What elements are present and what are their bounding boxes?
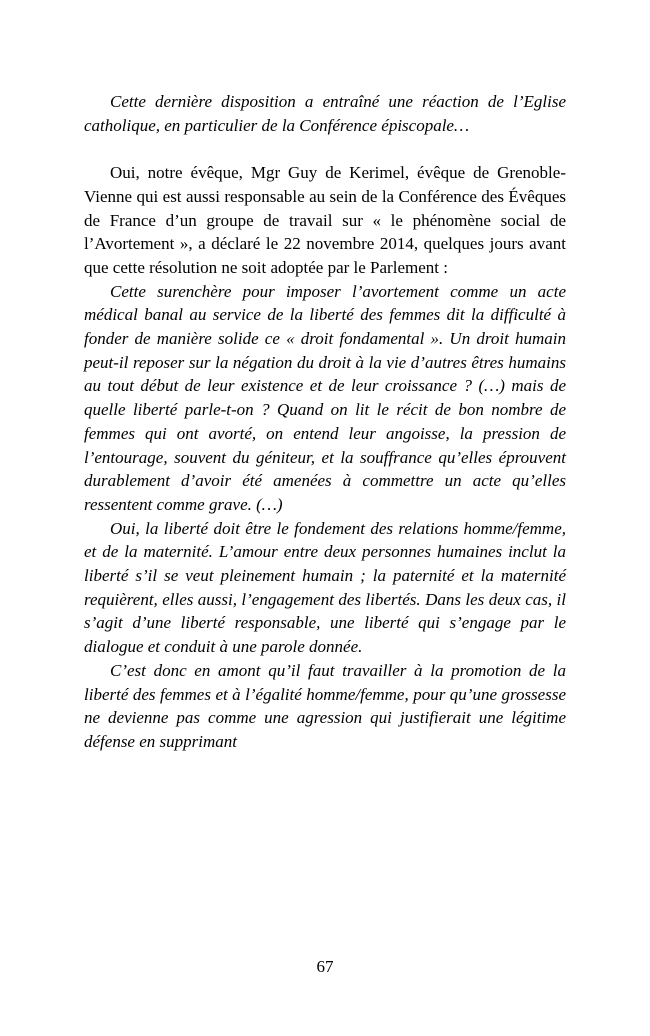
page-text — [84, 90, 566, 754]
paragraph-answer: Oui, notre évêque, Mgr Guy de Kerimel, évêque de Grenoble-Vienne qui est aussi responsable au sein de la Conférence des Évêques de France d’un groupe de travail sur « le phénomène social de l’Avortement », a déclaré le 22 novembre 2014, quelques jours avant que cette résolution ne soit adoptée par le Parlement : — [84, 163, 566, 277]
paragraph-quote-2: Oui, la liberté doit être le fondement des relations homme/femme, et de la maternité. L’amour entre deux personnes humaines inclut la liberté s’il se veut pleinement humain ; la paternité et la maternité requièrent, elles aussi, l’engagement des libertés. Dans les deux cas, il s’agit d’une liberté responsable, une liberté qui s’engage par le dialogue et conduit à une parole donnée. — [84, 518, 566, 657]
paragraph-intro-question: Cette dernière disposition a entraîné une réaction de l’Eglise catholique, en particulier de la Conférence épiscopale… — [84, 92, 566, 135]
paragraph-quote-1: Cette surenchère pour imposer l’avortement comme un acte médical banal au service de la liberté des femmes dit la difficulté à fonder de manière solide ce « droit fondamental ». Un droit humain peut-il reposer sur la négation du droit à la vie d’autres êtres humains au tout début de leur existence et de leur croissance ? (…) mais de quelle liberté parle-t-on ? Quand on lit le récit de bon nombre de femmes qui ont avorté, on entend leur angoisse, la pression de l’entourage, souvent du géniteur, et la souffrance qu’elles éprouvent durablement d’avoir été amenées à commettre un acte qu’elles ressentent comme grave. (…) — [84, 281, 566, 514]
paragraph-quote-3: C’est donc en amont qu’il faut travailler à la promotion de la liberté des femmes et à l’égalité homme/femme, pour qu’une grossesse ne devienne pas comme une agression qui justifierait une légitime défense en supprimant — [84, 660, 566, 751]
page-number: 67 — [316, 957, 334, 976]
